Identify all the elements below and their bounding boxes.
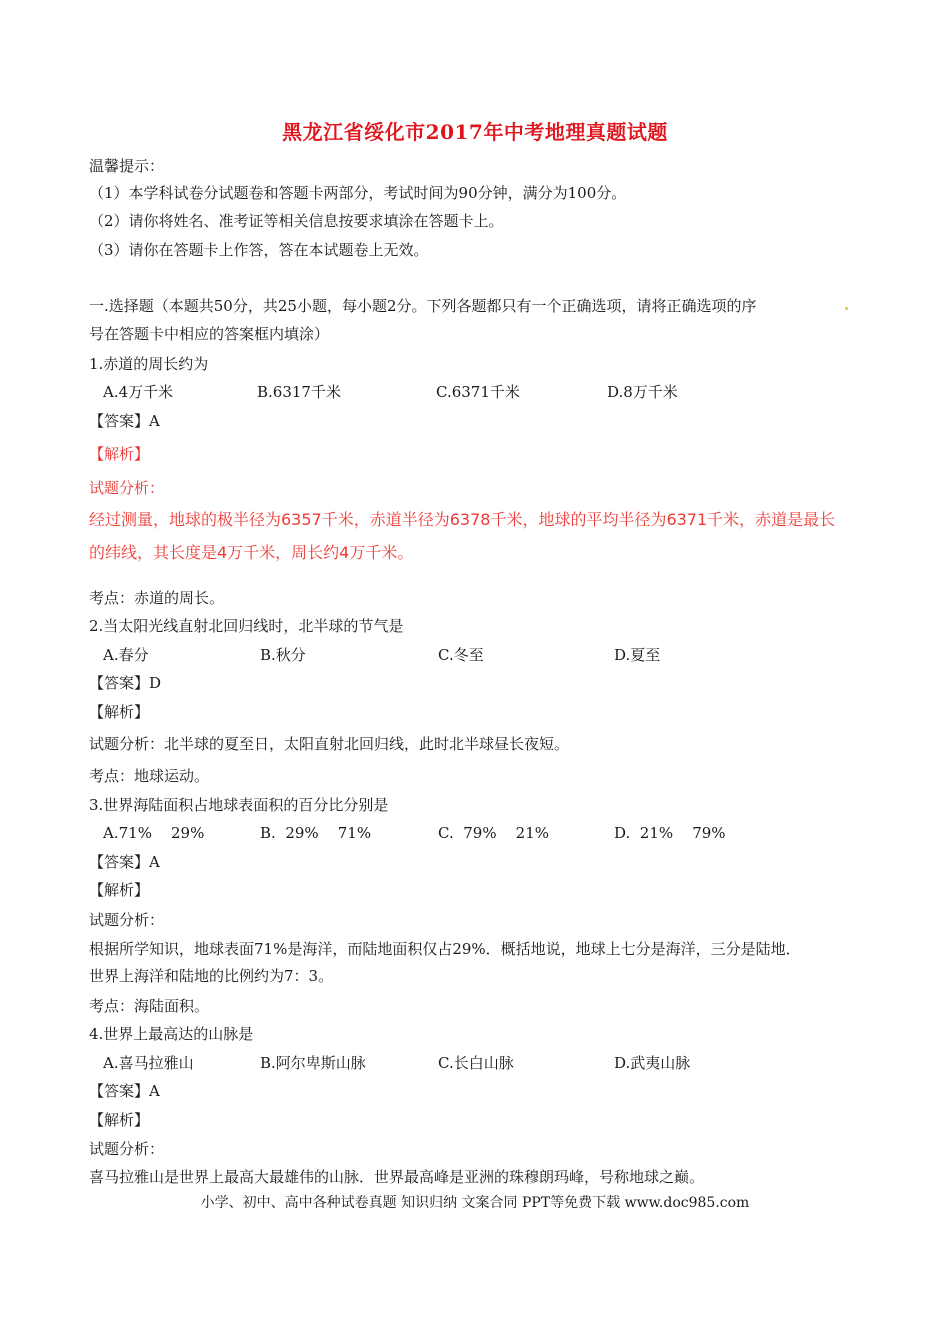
- q3-analysis-heading: 试题分析：: [89, 911, 165, 929]
- section-instructions-line2: 号在答题卡中相应的答案框内填涂）: [89, 325, 330, 343]
- notice-item-2: （2）请你将姓名、准考证等相关信息按要求填涂在答题卡上。: [89, 212, 504, 230]
- q2-option-d: D.夏至: [614, 646, 661, 664]
- q4-option-a: A.喜马拉雅山: [103, 1054, 194, 1072]
- q1-analysis-label: 【解析】: [89, 445, 150, 463]
- q1-analysis-heading: 试题分析：: [89, 479, 165, 497]
- q4-option-d: D.武夷山脉: [614, 1054, 691, 1072]
- q1-option-c: C.6371千米: [436, 383, 520, 401]
- q2-analysis-label: 【解析】: [89, 703, 150, 721]
- q1-option-b: B.6317千米: [257, 383, 341, 401]
- notice-item-3: （3）请你在答题卡上作答，答在本试题卷上无效。: [89, 241, 429, 259]
- q2-answer: 【答案】D: [89, 674, 162, 692]
- q4-analysis-line1: 喜马拉雅山是世界上最高大最雄伟的山脉．世界最高峰是亚洲的珠穆朗玛峰，号称地球之巅。: [89, 1168, 705, 1186]
- q3-option-d: D. 21% 79%: [614, 824, 726, 842]
- q4-stem: 4.世界上最高达的山脉是: [89, 1025, 254, 1043]
- notice-item-1: （1）本学科试卷分试题卷和答题卡两部分，考试时间为90分钟，满分为100分。: [89, 184, 627, 202]
- q2-option-c: C.冬至: [438, 646, 484, 664]
- q3-option-a: A.71% 29%: [103, 824, 205, 842]
- q2-option-b: B.秋分: [260, 646, 306, 664]
- q1-analysis-line1: 经过测量，地球的极半径为6357千米，赤道半径为6378千米，地球的平均半径为6371千米，赤道是最长: [89, 510, 836, 529]
- q4-answer: 【答案】A: [89, 1082, 160, 1100]
- q3-point: 考点：海陆面积。: [89, 997, 210, 1015]
- q2-analysis-line1: 试题分析：北半球的夏至日，太阳直射北回归线，此时北半球昼长夜短。: [89, 735, 570, 753]
- q3-analysis-label: 【解析】: [89, 881, 150, 899]
- q3-answer: 【答案】A: [89, 853, 160, 871]
- q3-option-c: C. 79% 21%: [438, 824, 549, 842]
- q1-answer: 【答案】A: [89, 412, 160, 430]
- q3-analysis-line2: 世界上海洋和陆地的比例约为7：3。: [89, 967, 334, 985]
- q1-stem: 1.赤道的周长约为: [89, 355, 209, 373]
- q2-point: 考点：地球运动。: [89, 767, 210, 785]
- q4-analysis-heading: 试题分析：: [89, 1140, 165, 1158]
- q2-stem: 2.当太阳光线直射北回归线时，北半球的节气是: [89, 617, 404, 635]
- notice-heading: 温馨提示：: [89, 157, 165, 175]
- footer-text: 小学、初中、高中各种试卷真题 知识归纳 文案合同 PPT等免费下载 www.doc985.com: [200, 1195, 750, 1211]
- q1-option-d: D.8万千米: [607, 383, 678, 401]
- q1-point: 考点：赤道的周长。: [89, 589, 225, 607]
- q1-analysis-line2: 的纬线，其长度是4万千米，周长约4万千米。: [89, 543, 414, 562]
- q4-option-b: B.阿尔卑斯山脉: [260, 1054, 366, 1072]
- q2-option-a: A.春分: [103, 646, 149, 664]
- q1-option-a: A.4万千米: [103, 383, 174, 401]
- q4-analysis-label: 【解析】: [89, 1111, 150, 1129]
- q3-stem: 3.世界海陆面积占地球表面积的百分比分别是: [89, 796, 389, 814]
- page-title: 黑龙江省绥化市2017年中考地理真题试题: [282, 120, 668, 144]
- q3-analysis-line1: 根据所学知识，地球表面71%是海洋，而陆地面积仅占29%．概括地说，地球上七分是海洋，三分是陆地．: [89, 940, 801, 958]
- q4-option-c: C.长白山脉: [438, 1054, 514, 1072]
- section-instructions-line1: 一.选择题（本题共50分，共25小题，每小题2分。下列各题都只有一个正确选项，请将正确选项的序: [89, 297, 757, 315]
- stray-dot: [845, 307, 848, 310]
- q3-option-b: B. 29% 71%: [260, 824, 372, 842]
